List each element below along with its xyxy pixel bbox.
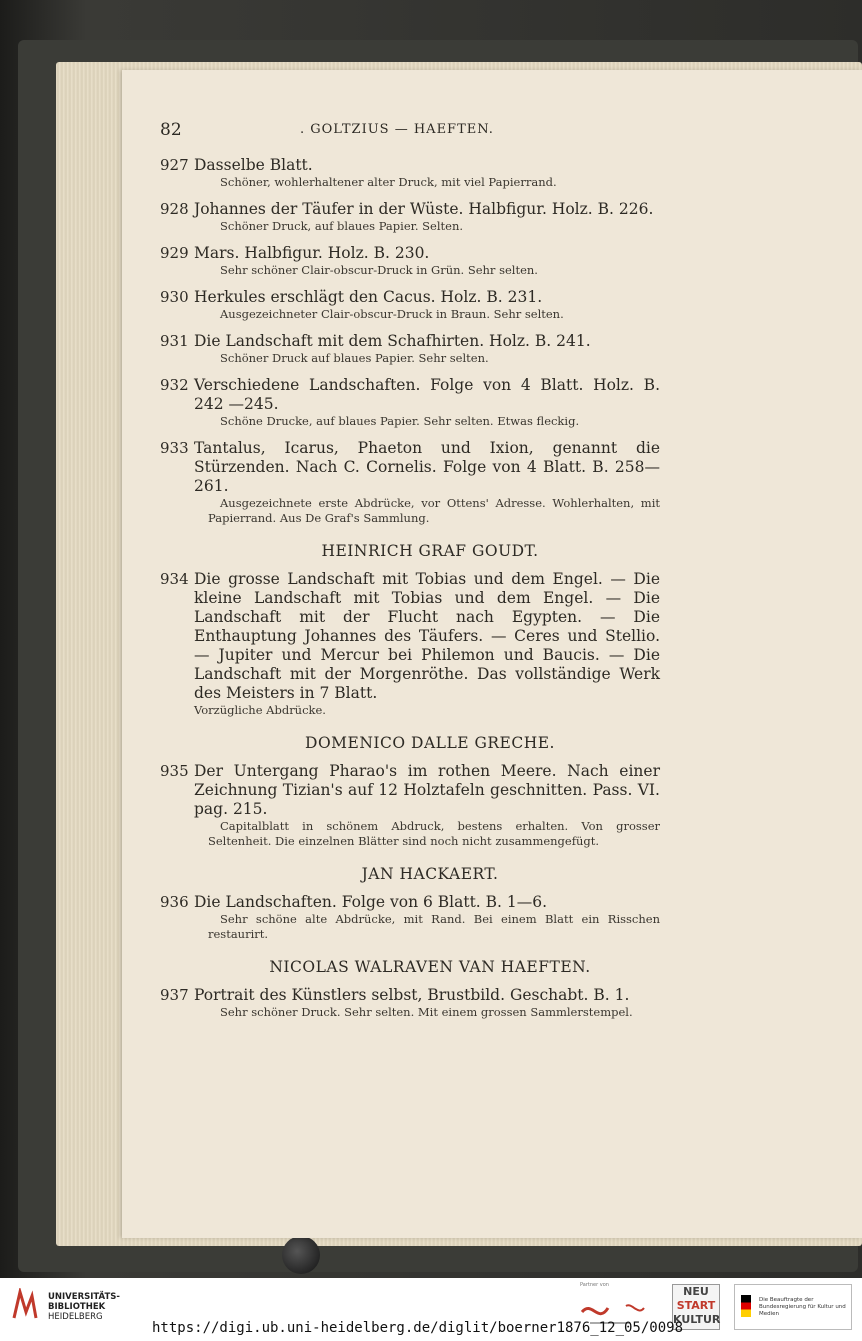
section-heading: JAN HACKAERT. xyxy=(361,865,499,883)
entry-note: Schöner Druck auf blaues Papier. Sehr selten. xyxy=(220,351,489,365)
viewer-footer xyxy=(0,1278,862,1341)
entry-note: Capitalblatt in schönem Abdruck, bestens erhalten. Von grosser Seltenheit. Die einzelnen Blätter sind noch nicht zusammengefügt. xyxy=(208,819,660,848)
running-head: . GOLTZIUS — HAEFTEN. xyxy=(300,122,494,137)
library-name-line: UNIVERSITÄTS- xyxy=(48,1292,120,1302)
entry-title: Portrait des Künstlers selbst, Brustbild. Geschabt. B. 1. xyxy=(194,986,630,1004)
entry-number: 933 xyxy=(160,439,189,457)
catalogue-entry xyxy=(160,332,660,366)
library-name[interactable] xyxy=(48,1292,120,1322)
bkm-text: Die Beauftragte der Bundesregierung für Kultur und Medien xyxy=(759,1297,846,1317)
partner-label: Partner von xyxy=(580,1282,609,1288)
book-clasp xyxy=(282,1236,320,1274)
entry-title: Verschiedene Landschaften. Folge von 4 Blatt. Holz. B. 242 —245. xyxy=(194,376,660,413)
neustart-line: KULTUR xyxy=(673,1313,721,1326)
entry-title: Die Landschaft mit dem Schafhirten. Holz. B. 241. xyxy=(194,332,591,350)
catalogue-entry xyxy=(160,439,660,526)
entry-number: 928 xyxy=(160,200,189,218)
entry-number: 936 xyxy=(160,893,189,911)
catalogue-entry xyxy=(160,288,660,322)
library-name-line: BIBLIOTHEK xyxy=(48,1302,106,1312)
permalink-url[interactable]: https://digi.ub.uni-heidelberg.de/diglit/boerner1876_12_05/0098 xyxy=(152,1320,684,1336)
entry-number: 935 xyxy=(160,762,189,780)
entry-note: Ausgezeichnete erste Abdrücke, vor Ottens' Adresse. Wohlerhalten, mit Papierrand. Aus De Graf's Sammlung. xyxy=(208,496,660,525)
catalogue-entry xyxy=(160,200,660,234)
book-page xyxy=(122,70,862,1238)
section-heading: DOMENICO DALLE GRECHE. xyxy=(305,734,555,752)
entry-number: 929 xyxy=(160,244,189,262)
entry-title: Johannes der Täufer in der Wüste. Halbfigur. Holz. B. 226. xyxy=(194,200,654,218)
catalogue-entry xyxy=(160,376,660,429)
catalogue-entry xyxy=(160,570,660,718)
catalogue-entry xyxy=(160,244,660,278)
entry-title: Tantalus, Icarus, Phaeton und Ixion, genannt die Stürzenden. Nach C. Cornelis. Folge von 4 Blatt. B. 258—261. xyxy=(194,439,660,495)
entry-note: Ausgezeichneter Clair-obscur-Druck in Braun. Sehr selten. xyxy=(220,307,564,321)
entry-note: Sehr schöner Clair-obscur-Druck in Grün. Sehr selten. xyxy=(220,263,538,277)
entry-title: Herkules erschlägt den Cacus. Holz. B. 231. xyxy=(194,288,543,306)
entry-number: 932 xyxy=(160,376,189,394)
catalogue-entry xyxy=(160,156,660,190)
section-heading: NICOLAS WALRAVEN VAN HAEFTEN. xyxy=(269,958,591,976)
university-library-logo-icon[interactable] xyxy=(10,1288,40,1322)
entry-number: 937 xyxy=(160,986,189,1004)
entry-number: 930 xyxy=(160,288,189,306)
entry-number: 934 xyxy=(160,570,189,588)
entry-title: Die grosse Landschaft mit Tobias und dem Engel. — Die kleine Landschaft mit Tobias und dem Engel. — Die Landschaft mit der Flucht nach Egypten. — Die Enthauptung Johannes des Täufers. — Ceres und Stellio. — Jupiter und Mercur bei Philemon und Baucis. — Die Landschaft mit der Morgenröthe. Das vollständige Werk des Meisters in 7 Blatt. xyxy=(194,570,660,702)
bkm-logo[interactable] xyxy=(734,1284,852,1330)
section-heading: HEINRICH GRAF GOUDT. xyxy=(321,542,539,560)
entry-note: Schöner, wohlerhaltener alter Druck, mit viel Papierrand. xyxy=(220,175,557,189)
entry-title: Der Untergang Pharao's im rothen Meere. Nach einer Zeichnung Tizian's auf 12 Holztafeln geschnitten. Pass. VI. pag. 215. xyxy=(194,762,660,818)
page-number: 82 xyxy=(160,120,182,140)
entry-number: 931 xyxy=(160,332,189,350)
library-name-line: HEIDELBERG xyxy=(48,1312,103,1322)
entry-note: Sehr schöner Druck. Sehr selten. Mit einem grossen Sammlerstempel. xyxy=(220,1005,633,1019)
entry-note: Sehr schöne alte Abdrücke, mit Rand. Bei einem Blatt ein Risschen restaurirt. xyxy=(208,912,660,941)
entry-title: Mars. Halbfigur. Holz. B. 230. xyxy=(194,244,430,262)
entry-note: Schöne Drucke, auf blaues Papier. Sehr selten. Etwas fleckig. xyxy=(220,414,580,428)
entry-note: Schöner Druck, auf blaues Papier. Selten. xyxy=(220,219,464,233)
entry-number: 927 xyxy=(160,156,189,174)
entry-note: Vorzügliche Abdrücke. xyxy=(194,703,326,717)
neustart-line: START xyxy=(676,1299,716,1312)
neustart-line: NEU xyxy=(683,1285,709,1298)
catalogue-entry xyxy=(160,986,660,1020)
catalogue-entry xyxy=(160,893,660,942)
catalogue-entry xyxy=(160,762,660,849)
catalogue-entries xyxy=(160,156,660,1030)
entry-title: Dasselbe Blatt. xyxy=(194,156,313,174)
german-flag-icon xyxy=(741,1295,751,1317)
entry-title: Die Landschaften. Folge von 6 Blatt. B. 1—6. xyxy=(194,893,548,911)
